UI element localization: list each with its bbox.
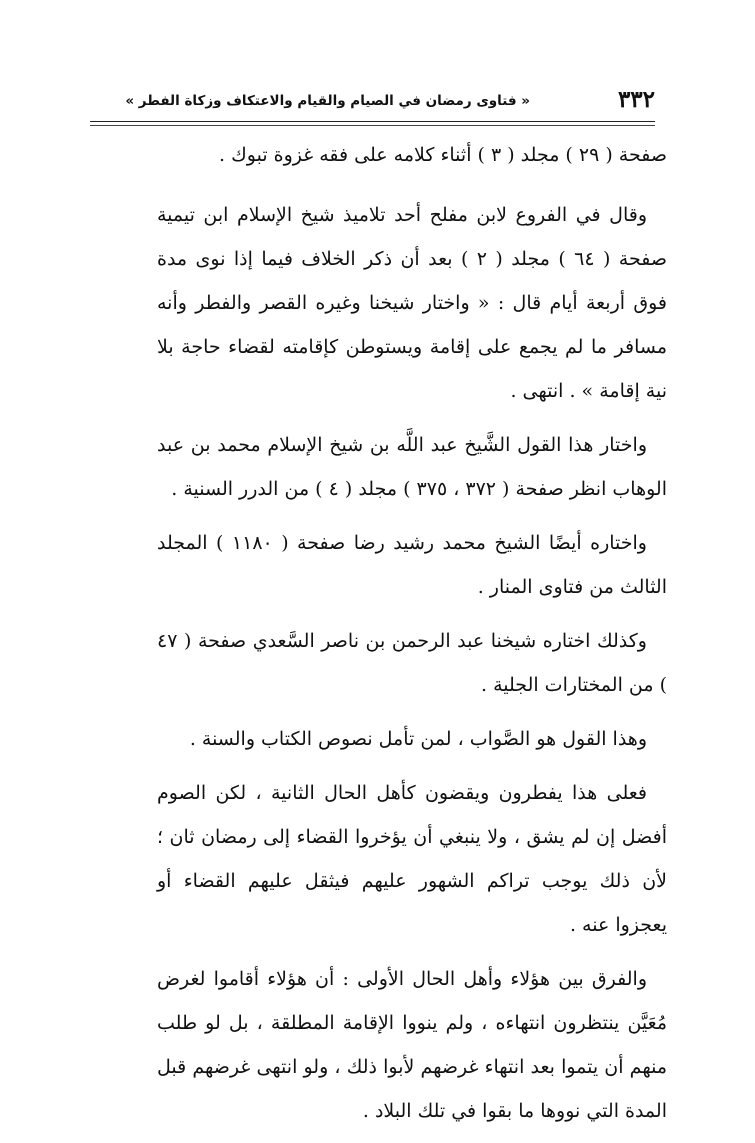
paragraph: فعلى هذا يفطرون ويقضون كأهل الحال الثانية ، لكن الصوم أفضل إن لم يشق ، ولا ينبغي أن يؤخروا القضاء إلى رمضان ثان ؛ لأن ذلك يوجب تراكم الشهور عليهم فيثقل عليهم القضاء أو يعجزوا عنه .	[157, 782, 667, 936]
paragraph: والفرق بين هؤلاء وأهل الحال الأولى : أن هؤلاء أقاموا لغرض مُعَيَّن ينتظرون انتهاءه ، ولم ينووا الإقامة المطلقة ، بل لو طلب منهم أن يتموا بعد انتهاء غرضهم لأبوا ذلك ، ولو انتهى غرضهم قبل المدة التي نووها ما بقوا في تلك البلاد .	[157, 968, 667, 1122]
page-number: ٣٣٢	[617, 86, 655, 113]
page-header	[90, 80, 655, 120]
header-divider	[90, 121, 655, 122]
paragraph: واختاره أيضًا الشيخ محمد رشيد رضا صفحة ( ١١٨٠ ) المجلد الثالث من فتاوى المنار .	[157, 532, 667, 598]
running-title: « فتاوى رمضان في الصيام والقيام والاعتكاف وزكاة الفطر »	[125, 93, 530, 109]
paragraph: وقال في الفروع لابن مفلح أحد تلاميذ شيخ الإسلام ابن تيمية صفحة ( ٦٤ ) مجلد ( ٢ ) بعد أن ذكر الخلاف فيما إذا نوى مدة فوق أربعة أيام قال : « واختار شيخنا وغيره القصر والفطر وأنه مسافر ما لم يجمع على إقامة ويستوطن كإقامته لقضاء حاجة بلا نية إقامة » . انتهى .	[157, 204, 667, 402]
paragraph: وكذلك اختاره شيخنا عبد الرحمن بن ناصر السَّعدي صفحة ( ٤٧ ) من المختارات الجلية .	[157, 630, 667, 696]
page-body	[157, 133, 667, 1143]
paragraph: صفحة ( ٢٩ ) مجلد ( ٣ ) أثناء كلامه على فقه غزوة تبوك .	[219, 144, 667, 166]
header-divider-thin	[90, 125, 655, 126]
paragraph: وهذا القول هو الصَّواب ، لمن تأمل نصوص الكتاب والسنة .	[189, 728, 647, 750]
paragraph: واختار هذا القول الشَّيخ عبد اللَّه بن شيخ الإسلام محمد بن عبد الوهاب انظر صفحة ( ٣٧٢ ، ٣٧٥ ) مجلد ( ٤ ) من الدرر السنية .	[157, 434, 667, 500]
